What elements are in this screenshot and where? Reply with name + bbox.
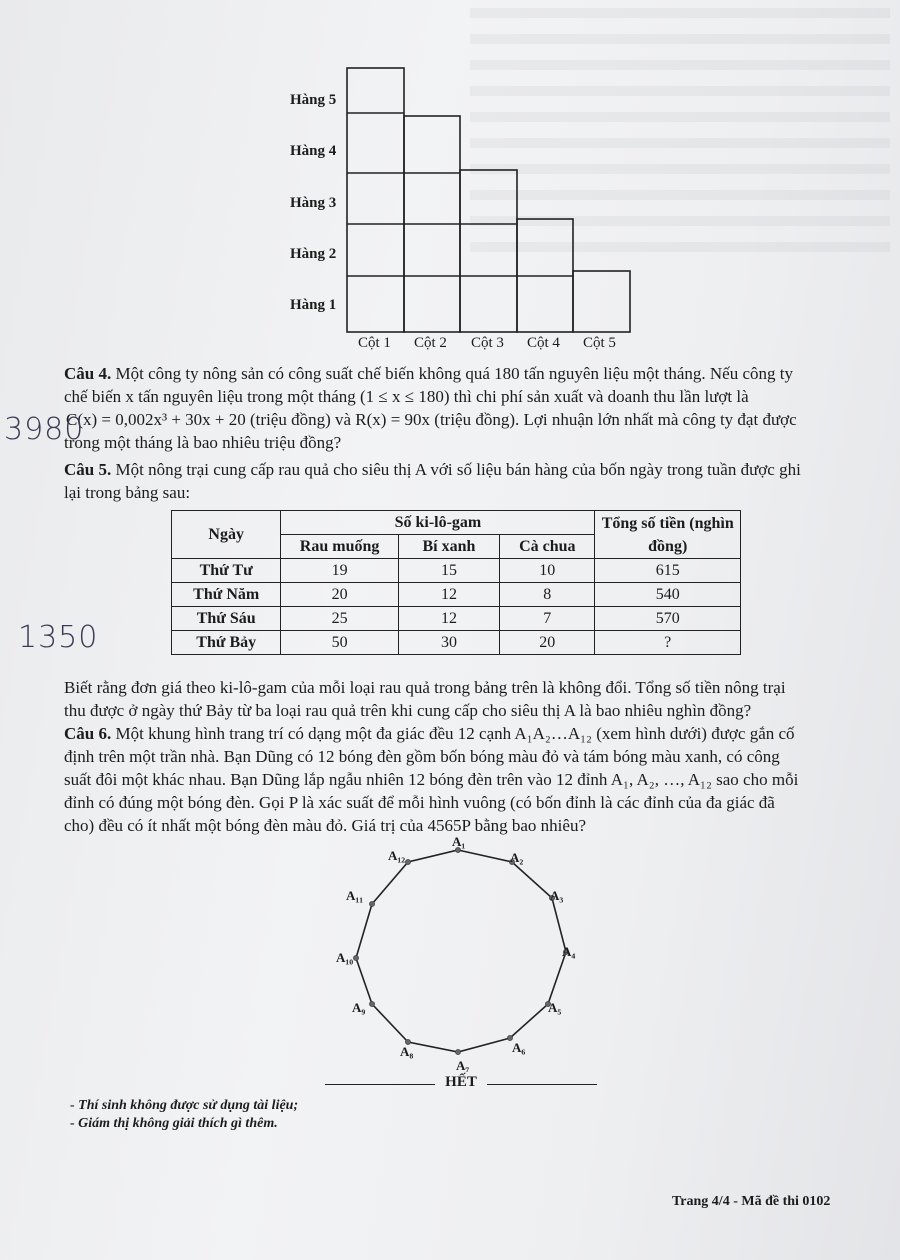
table-cell: 19: [281, 559, 398, 583]
vertex-label-a10: A₁₀: [336, 950, 354, 965]
col-label-1: Cột 1: [358, 335, 391, 351]
table-row: [172, 607, 741, 631]
q6-line-4: đỉnh có đúng một bóng đèn. Gọi P là xác suất để mỗi hình vuông (có bốn đỉnh là các đỉnh của đa giác đã: [64, 793, 775, 812]
table-cell: 12: [398, 583, 499, 607]
note-line-2: - Giám thị không giải thích gì thêm.: [70, 1116, 278, 1131]
table-cell: Thứ Tư: [172, 559, 281, 583]
vertex-label-a12: A₁₂: [388, 848, 406, 863]
vertex-label-a7: A₇: [456, 1058, 470, 1072]
staircase-grid-figure: [270, 60, 650, 355]
header-rau-muong: Rau muống: [281, 535, 398, 559]
table-cell: 570: [595, 607, 741, 631]
table-cell: 30: [398, 631, 499, 655]
end-mark: [325, 1074, 597, 1094]
table-cell: 540: [595, 583, 741, 607]
q5-after-line-2: thu được ở ngày thứ Bảy từ ba loại rau quả trên khi cung cấp cho siêu thị A là bao nhiêu nghìn đồng?: [64, 701, 752, 720]
q5-intro-line-2: lại trong bảng sau:: [64, 483, 191, 502]
handwritten-answer-q5: 1350: [18, 620, 99, 655]
col-label-3: Cột 3: [471, 335, 504, 351]
header-kg: Số ki-lô-gam: [281, 511, 595, 535]
table-cell: Thứ Sáu: [172, 607, 281, 631]
table-cell: 10: [500, 559, 595, 583]
question-6: [64, 722, 854, 837]
q6-label: Câu 6.: [64, 724, 112, 743]
q4-line-1: Một công ty nông sản có công suất chế biến không quá 180 tấn nguyên liệu một tháng. Nếu công ty: [111, 364, 793, 383]
col-label-4: Cột 4: [527, 335, 560, 351]
note-line-1: - Thí sinh không được sử dụng tài liệu;: [70, 1098, 299, 1113]
row-label-1: Hàng 1: [290, 297, 337, 313]
dodecagon-figure: [320, 832, 600, 1072]
q5-intro-line-1: Một nông trại cung cấp rau quả cho siêu thị A với số liệu bán hàng của bốn ngày trong tuần được ghi: [111, 460, 801, 479]
table-cell: ?: [595, 631, 741, 655]
q6-line-1: Một khung hình trang trí có dạng một đa giác đều 12 cạnh A₁A₂…A₁₂ (xem hình dưới) được gắn cố: [111, 724, 795, 743]
q6-line-5: cho) đều có ít nhất một bóng đèn màu đỏ. Giá trị của 4565P bằng bao nhiêu?: [64, 816, 586, 835]
question-5: [64, 458, 854, 504]
table-row: [172, 559, 741, 583]
table-cell: 20: [281, 583, 398, 607]
table-cell: Thứ Bảy: [172, 631, 281, 655]
q4-line-2: chế biến x tấn nguyên liệu trong một tháng (1 ≤ x ≤ 180) thì chi phí sản xuất và doanh thu lần lượt là: [64, 387, 749, 406]
table-cell: 8: [500, 583, 595, 607]
q5-after-line-1: Biết rằng đơn giá theo ki-lô-gam của mỗi loại rau quả trong bảng trên là không đổi. Tổng số tiền nông trại: [64, 678, 786, 697]
header-day: Ngày: [172, 511, 281, 559]
handwritten-answer-q4: 3980: [4, 412, 85, 447]
sales-table: [171, 510, 741, 655]
q6-line-3: suất đôi một khác nhau. Bạn Dũng lắp ngẫu nhiên 12 bóng đèn trên vào 12 đỉnh A₁, A₂, …, A₁₂ sao cho mỗi: [64, 770, 799, 789]
vertex-label-a5: A₅: [548, 1000, 562, 1015]
q5-label: Câu 5.: [64, 460, 112, 479]
vertex-label-a6: A₆: [512, 1040, 526, 1055]
row-label-5: Hàng 5: [290, 92, 337, 108]
vertex-label-a11: A₁₁: [346, 888, 364, 903]
q4-line-4: trong một tháng là bao nhiêu triệu đồng?: [64, 433, 342, 452]
table-cell: 50: [281, 631, 398, 655]
table-cell: 615: [595, 559, 741, 583]
table-cell: 20: [500, 631, 595, 655]
q4-label: Câu 4.: [64, 364, 112, 383]
col-label-5: Cột 5: [583, 335, 616, 351]
page-footer: Trang 4/4 - Mã đề thi 0102: [672, 1194, 831, 1209]
end-rule-left: [325, 1084, 435, 1085]
header-ca-chua: Cà chua: [500, 535, 595, 559]
table-cell: Thứ Năm: [172, 583, 281, 607]
vertex-label-a1: A₁: [452, 834, 466, 849]
vertex-label-a8: A₈: [400, 1044, 414, 1059]
row-label-2: Hàng 2: [290, 246, 337, 262]
vertex-label-a3: A₃: [550, 888, 564, 903]
table-cell: 7: [500, 607, 595, 631]
question-4: [64, 362, 854, 454]
vertex-label-a4: A₄: [562, 944, 576, 959]
vertex-label-a2: A₂: [510, 850, 524, 865]
col-label-2: Cột 2: [414, 335, 447, 351]
table-row: [172, 583, 741, 607]
header-total: Tổng số tiền (nghìn đồng): [595, 511, 741, 559]
vertex-label-a9: A₉: [352, 1000, 366, 1015]
table-row: [172, 631, 741, 655]
header-bi-xanh: Bí xanh: [398, 535, 499, 559]
table-cell: 25: [281, 607, 398, 631]
question-5-continued: [64, 676, 854, 722]
end-rule-right: [487, 1084, 597, 1085]
row-label-4: Hàng 4: [290, 143, 337, 159]
end-mark-text: HẾT: [445, 1074, 477, 1090]
row-label-3: Hàng 3: [290, 195, 337, 211]
table-cell: 15: [398, 559, 499, 583]
q6-line-2: định trên một trần nhà. Bạn Dũng có 12 bóng đèn gồm bốn bóng màu đỏ và tám bóng màu xanh, có công: [64, 747, 780, 766]
table-cell: 12: [398, 607, 499, 631]
q4-line-3: C(x) = 0,002x³ + 30x + 20 (triệu đồng) và R(x) = 90x (triệu đồng). Lợi nhuận lớn nhất mà công ty đạt được: [66, 410, 797, 429]
